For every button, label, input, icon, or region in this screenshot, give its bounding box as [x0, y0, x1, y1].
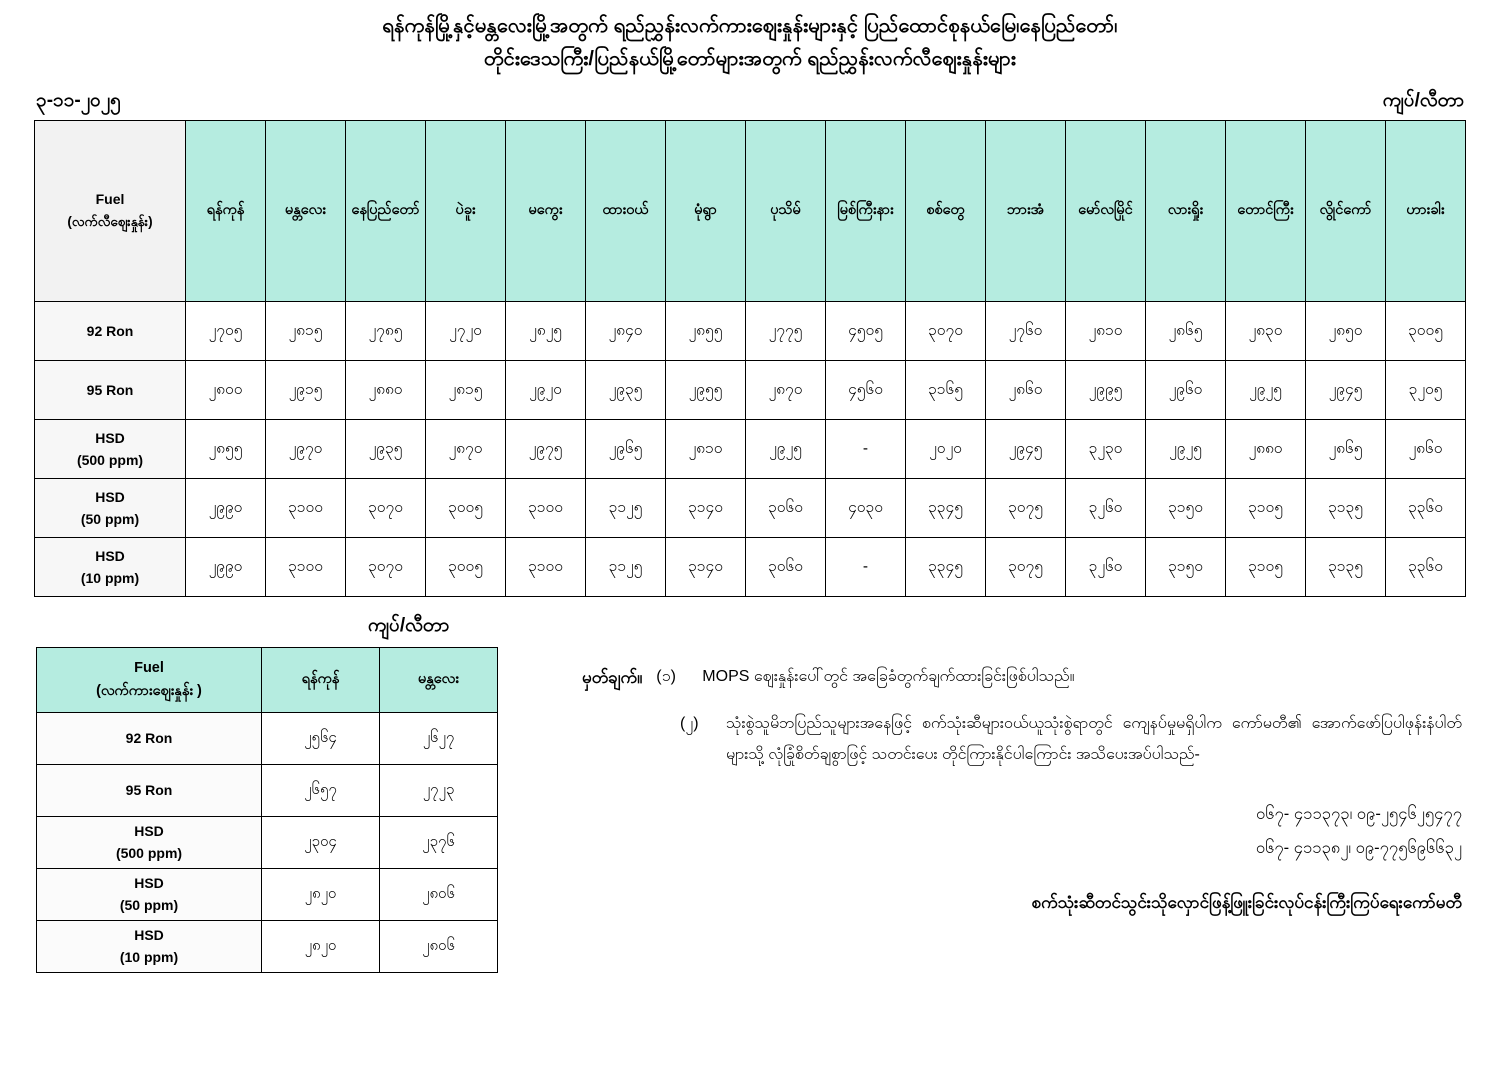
column-header-city: လွိုင်ကော်: [1306, 121, 1386, 302]
title-line-1: ရန်ကုန်မြို့နှင့်မန္တလေးမြို့အတွက် ရည်ညွှန်းလက်ကားဈေးနှုန်းများနှင့် ပြည်ထောင်စုနယ်မြေ၊နေပြည်တော်၊: [382, 15, 1118, 37]
price-cell: -: [826, 420, 906, 479]
column-header-city: ပုသိမ်: [746, 121, 826, 302]
price-cell: ၃၀၆၀: [746, 479, 826, 538]
price-cell: ၃၀၇၀: [906, 302, 986, 361]
price-cell: ၃၁၀၀: [266, 538, 346, 597]
row-label-text: 95 Ron: [125, 781, 173, 798]
column-header-city: မြစ်ကြီးနား: [826, 121, 906, 302]
price-cell: ၂၉၆၅: [586, 420, 666, 479]
price-cell: ၃၀၀၅: [426, 479, 506, 538]
price-cell: ၂၈၈၀: [1226, 420, 1306, 479]
fuel-header-label: Fuel: [95, 190, 125, 207]
retail-price-table-body: [35, 302, 1466, 597]
table-header-row: [37, 648, 498, 713]
price-cell: ၂၉၇၅: [506, 420, 586, 479]
price-cell: ၃၁၂၅: [586, 538, 666, 597]
row-label-subtext: (50 ppm): [80, 511, 140, 527]
price-cell: ၂၈၁၀: [1066, 302, 1146, 361]
notes-section: [582, 661, 1462, 919]
price-cell: ၂၇၇၅: [746, 302, 826, 361]
price-cell: ၂၀၂၀: [906, 420, 986, 479]
phone-line-1: ၀၆၇- ၄၁၁၃၇၃၊ ၀၉-၂၅၄၆၂၅၄၇၇: [1255, 804, 1462, 823]
row-label-fuel-type: [35, 479, 186, 538]
price-cell: ၂၉၉၀: [186, 479, 266, 538]
fuel-header-label: Fuel: [134, 659, 164, 676]
price-cell: ၂၈၅၀: [1306, 302, 1386, 361]
price-cell: ၃၁၂၅: [586, 479, 666, 538]
price-cell: ၂၈၂၀: [262, 869, 380, 921]
price-cell: ၂၈၆၅: [1146, 302, 1226, 361]
row-label-text: HSD: [95, 429, 125, 446]
unit-label-main: ကျပ်/လီတာ: [1382, 90, 1464, 111]
price-cell: ၂၈၆၀: [986, 361, 1066, 420]
row-label-text: 92 Ron: [86, 322, 134, 339]
price-cell: ၂၈၆၀: [1386, 420, 1466, 479]
price-cell: ၂၉၃၅: [586, 361, 666, 420]
price-cell: ၂၈၇၀: [426, 420, 506, 479]
price-cell: ၂၈၀၀: [186, 361, 266, 420]
price-cell: ၃၀၇၅: [986, 538, 1066, 597]
price-cell: ၂၇၈၅: [346, 302, 426, 361]
retail-price-table: [34, 120, 1466, 597]
unit-label-wholesale: ကျပ်/လီတာ: [368, 615, 450, 636]
row-label-fuel-type: [37, 713, 262, 765]
price-cell: ၃၀၀၅: [1386, 302, 1466, 361]
price-cell: ၃၃၆၀: [1386, 538, 1466, 597]
table-row: [35, 361, 1466, 420]
price-cell: ၂၉၉၀: [186, 538, 266, 597]
row-label-text: HSD: [134, 874, 164, 891]
table-row: [35, 302, 1466, 361]
row-label-text: HSD: [95, 547, 125, 564]
price-cell: ၃၂၆၀: [1066, 538, 1146, 597]
row-label-text: HSD: [134, 822, 164, 839]
price-cell: ၃၃၄၅: [906, 538, 986, 597]
price-cell: ၃၁၅၀: [1146, 479, 1226, 538]
price-cell: ၂၅၆၄: [262, 713, 380, 765]
note-text: MOPS ဈေးနှုန်းပေါ်တွင် အခြေခံတွက်ချက်ထားခြင်းဖြစ်ပါသည်။: [702, 668, 1075, 685]
note-number: (၂): [680, 715, 699, 733]
price-cell: ၃၀၇၀: [346, 538, 426, 597]
price-cell: ၂၆၂၇: [380, 713, 498, 765]
row-label-subtext: (500 ppm): [76, 452, 144, 468]
row-label-text: HSD: [134, 926, 164, 943]
price-cell: ၂၇၀၅: [186, 302, 266, 361]
fuel-header-sublabel: (လက်ကားဈေးနှုန်း ): [96, 683, 202, 699]
price-cell: ၃၁၀၀: [506, 538, 586, 597]
price-cell: ၃၁၀၅: [1226, 479, 1306, 538]
price-cell: ၃၁၃၅: [1306, 538, 1386, 597]
price-cell: ၂၉၃၅: [346, 420, 426, 479]
wholesale-price-table-head: [37, 648, 498, 713]
title-line-2: တိုင်းဒေသကြီး/ပြည်နယ်မြို့တော်များအတွက် ရည်ညွှန်းလက်လီဈေးနှုန်းများ: [483, 48, 1017, 70]
price-cell: ၂၉၆၀: [1146, 361, 1226, 420]
table-row: [37, 921, 498, 973]
table-row: [37, 817, 498, 869]
row-label-fuel-type: [35, 302, 186, 361]
price-cell: ၂၉၂၅: [746, 420, 826, 479]
price-cell: ၂၈၆၅: [1306, 420, 1386, 479]
column-header-city: တောင်ကြီး: [1226, 121, 1306, 302]
price-cell: ၂၉၅၅: [666, 361, 746, 420]
price-cell: ၂၈၈၀: [346, 361, 426, 420]
row-label-fuel-type: [35, 538, 186, 597]
price-cell: ၃၀၇၀: [346, 479, 426, 538]
row-label-subtext: (10 ppm): [80, 570, 140, 586]
price-cell: ၂၃၀၄: [262, 817, 380, 869]
contact-phones: [582, 797, 1462, 866]
note-text: သုံးစွဲသူမိဘပြည်သူများအနေဖြင့် စက်သုံးဆီများဝယ်ယူသုံးစွဲရာတွင် ကျေနပ်မှုမရှိပါက ကော်မတီ၏ အောက်ဖော်ပြပါဖုန်းနံပါတ်များသို့ လုံခြုံစိတ်ချစွာဖြင့် သတင်းပေး တိုင်ကြားနိုင်ပါကြောင်း အသိပေးအပ်ပါသည်-: [726, 715, 1462, 764]
price-cell: ၃၃၆၀: [1386, 479, 1466, 538]
column-header-city: ဘားအံ: [986, 121, 1066, 302]
row-label-fuel-type: [35, 420, 186, 479]
price-cell: ၂၈၂၀: [262, 921, 380, 973]
column-header-city: မကွေး: [506, 121, 586, 302]
row-label-text: 95 Ron: [86, 381, 134, 398]
price-cell: ၂၇၂၃: [380, 765, 498, 817]
price-cell: ၃၂၆၀: [1066, 479, 1146, 538]
price-cell: ၃၀၀၅: [426, 538, 506, 597]
table-row: [37, 869, 498, 921]
notes-label: မှတ်ချက်။: [582, 668, 643, 687]
price-cell: ၂၉၁၅: [266, 361, 346, 420]
price-cell: ၂၉၇၀: [266, 420, 346, 479]
retail-price-table-head: [35, 121, 1466, 302]
column-header-city: ထားဝယ်: [586, 121, 666, 302]
column-header-city: ဟားခါး: [1386, 121, 1466, 302]
price-cell: ၂၈၀၆: [380, 869, 498, 921]
table-row: [35, 538, 1466, 597]
row-label-fuel-type: [37, 765, 262, 817]
price-cell: ၂၉၄၅: [986, 420, 1066, 479]
price-cell: ၂၈၅၅: [186, 420, 266, 479]
price-cell: ၃၁၅၀: [1146, 538, 1226, 597]
price-cell: ၂၈၃၀: [1226, 302, 1306, 361]
price-cell: ၂၆၅၇: [262, 765, 380, 817]
price-cell: ၂၉၂၅: [1226, 361, 1306, 420]
column-header-city: ပဲခူး: [426, 121, 506, 302]
wholesale-price-table: [36, 647, 498, 973]
price-cell: ၄၅၀၅: [826, 302, 906, 361]
price-cell: ၂၇၂၀: [426, 302, 506, 361]
row-label-fuel-type: [37, 817, 262, 869]
row-label-fuel-type: [35, 361, 186, 420]
column-header-city: ရန်ကုန်: [186, 121, 266, 302]
table-header-row: [35, 121, 1466, 302]
column-header-fuel: [35, 121, 186, 302]
column-header-fuel: [37, 648, 262, 713]
note-number: (၁): [656, 668, 676, 685]
row-label-text: 92 Ron: [125, 729, 173, 746]
column-header-city: ရန်ကုန်: [262, 648, 380, 713]
price-cell: ၃၀၇၅: [986, 479, 1066, 538]
row-label-text: HSD: [95, 488, 125, 505]
price-cell: ၂၈၇၀: [746, 361, 826, 420]
price-cell: ၄၅၆၀: [826, 361, 906, 420]
price-cell: ၃၀၆၀: [746, 538, 826, 597]
price-cell: ၂၈၁၅: [426, 361, 506, 420]
committee-signoff: စက်သုံးဆီတင်သွင်းသိုလှောင်ဖြန့်ဖြူးခြင်းလုပ်ငန်းကြီးကြပ်ရေးကော်မတီ: [1031, 892, 1462, 912]
row-label-fuel-type: [37, 921, 262, 973]
price-cell: ၃၃၄၅: [906, 479, 986, 538]
fuel-header-sublabel: (လက်လီဈေးနှုန်း): [67, 214, 153, 230]
price-cell: ၃၁၀၀: [266, 479, 346, 538]
price-cell: ၂၈၁၅: [266, 302, 346, 361]
row-label-fuel-type: [37, 869, 262, 921]
phone-line-2: ၀၆၇- ၄၁၁၃၈၂၊ ၀၉-၇၇၅၆၉၆၆၃၂: [1255, 839, 1462, 858]
wholesale-price-table-body: [37, 713, 498, 973]
price-cell: ၃၁၀၅: [1226, 538, 1306, 597]
price-cell: -: [826, 538, 906, 597]
column-header-city: မော်လမြိုင်: [1066, 121, 1146, 302]
column-header-city: မန္တလေး: [380, 648, 498, 713]
table-row: [37, 713, 498, 765]
document-title-block: [0, 0, 1500, 76]
price-cell: ၃၂၃၀: [1066, 420, 1146, 479]
price-cell: ၃၁၀၀: [506, 479, 586, 538]
table-row: [35, 479, 1466, 538]
row-label-subtext: (50 ppm): [119, 896, 179, 913]
column-header-city: မုံရွာ: [666, 121, 746, 302]
document-date: ၃-၁၁-၂၀၂၅: [36, 90, 121, 111]
column-header-city: မန္တလေး: [266, 121, 346, 302]
table-row: [37, 765, 498, 817]
price-cell: ၂၈၀၆: [380, 921, 498, 973]
meta-row: [36, 88, 1464, 116]
note-item-2: [582, 708, 1462, 770]
price-cell: ၃၁၄၀: [666, 538, 746, 597]
table-row: [35, 420, 1466, 479]
column-header-city: နေပြည်တော်: [346, 121, 426, 302]
price-cell: ၂၃၇၆: [380, 817, 498, 869]
price-cell: ၂၉၂၀: [506, 361, 586, 420]
price-cell: ၂၉၉၅: [1066, 361, 1146, 420]
price-cell: ၂၉၂၅: [1146, 420, 1226, 479]
price-cell: ၃၁၆၅: [906, 361, 986, 420]
column-header-city: စစ်တွေ: [906, 121, 986, 302]
column-header-city: လားရှိုး: [1146, 121, 1226, 302]
price-cell: ၄၀၃၀: [826, 479, 906, 538]
price-cell: ၃၂၀၅: [1386, 361, 1466, 420]
price-cell: ၂၈၄၀: [586, 302, 666, 361]
price-cell: ၂၈၅၅: [666, 302, 746, 361]
price-cell: ၂၉၄၅: [1306, 361, 1386, 420]
row-label-subtext: (10 ppm): [119, 948, 179, 965]
price-cell: ၂၈၂၅: [506, 302, 586, 361]
price-cell: ၃၁၃၅: [1306, 479, 1386, 538]
note-item-1: [582, 661, 1462, 694]
price-cell: ၂၈၁၀: [666, 420, 746, 479]
row-label-subtext: (500 ppm): [115, 844, 183, 861]
price-cell: ၂၇၆၀: [986, 302, 1066, 361]
price-cell: ၃၁၄၀: [666, 479, 746, 538]
